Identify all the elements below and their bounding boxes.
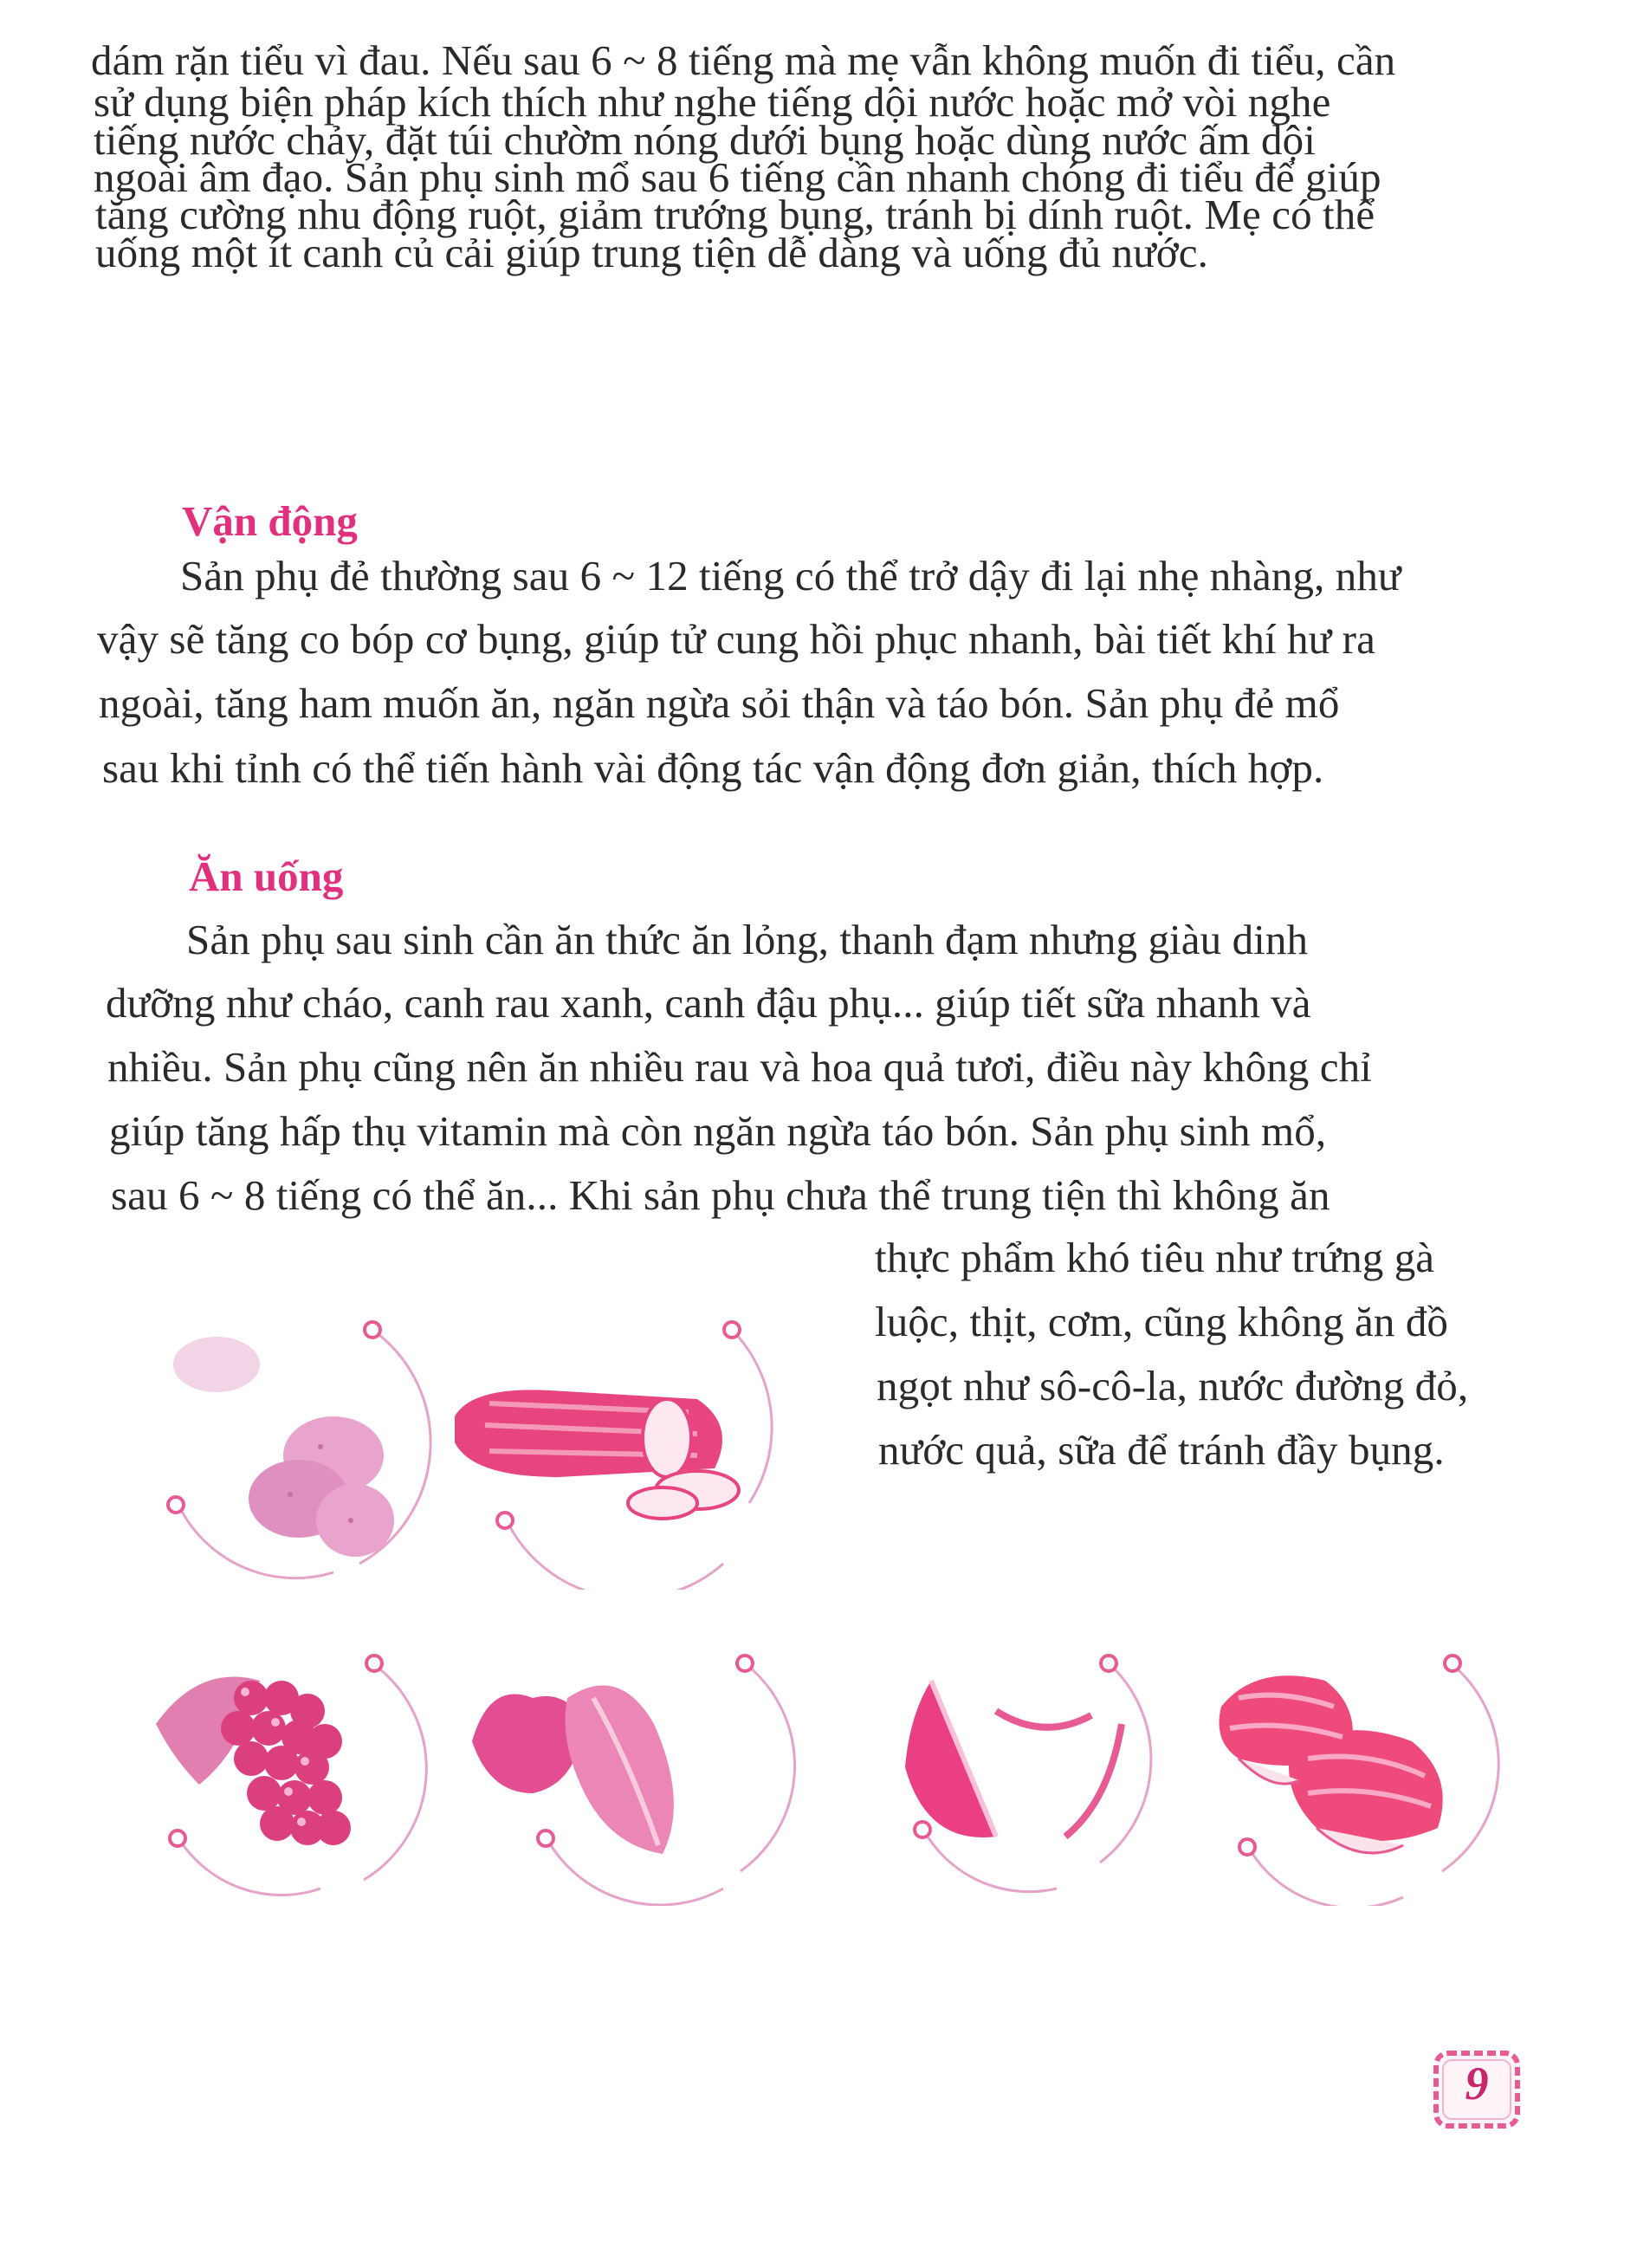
grapes-icon bbox=[147, 1629, 450, 1906]
page-number: 9 bbox=[1465, 2057, 1489, 2109]
paragraph-line: vậy sẽ tăng co bóp cơ bụng, giúp tử cung hồi phục nhanh, bài tiết khí hư ra bbox=[97, 615, 1375, 663]
sushi-icon bbox=[1204, 1629, 1533, 1906]
paragraph-line: nhiều. Sản phụ cũng nên ăn nhiều rau và hoa quả tươi, điều này không chỉ bbox=[107, 1043, 1372, 1091]
side-paragraph-line: thực phẩm khó tiêu như trứng gà bbox=[875, 1234, 1435, 1281]
paragraph-line: sau khi tỉnh có thể tiến hành vài động tác vận động đơn giản, thích hợp. bbox=[102, 744, 1324, 792]
paragraph-line: dưỡng như cháo, canh rau xanh, canh đậu phụ... giúp tiết sữa nhanh và bbox=[106, 979, 1311, 1027]
side-paragraph-line: ngọt như sô-cô-la, nước đường đỏ, bbox=[877, 1362, 1469, 1409]
paragraph-line: uống một ít canh củ cải giúp trung tiện dễ dàng và uống đủ nước. bbox=[95, 229, 1208, 276]
paragraph-line: sử dụng biện pháp kích thích như nghe tiếng dội nước hoặc mở vòi nghe bbox=[94, 78, 1331, 126]
potatoes-icon bbox=[152, 1304, 455, 1590]
cabbage-icon bbox=[463, 1629, 810, 1906]
side-paragraph-line: luộc, thịt, cơm, cũng không ăn đồ bbox=[875, 1298, 1449, 1345]
paragraph-line: sau 6 ~ 8 tiếng có thể ăn... Khi sản phụ chưa thể trung tiện thì không ăn bbox=[111, 1171, 1330, 1219]
section-heading-an-uong: Ăn uống bbox=[189, 852, 344, 900]
side-paragraph-line: nước quả, sữa để tránh đầy bụng. bbox=[878, 1426, 1445, 1474]
paragraph-line: ngoài âm đạo. Sản phụ sinh mổ sau 6 tiếng cần nhanh chóng đi tiểu để giúp bbox=[94, 153, 1381, 201]
paragraph-line: dám rặn tiểu vì đau. Nếu sau 6 ~ 8 tiếng mà mẹ vẫn không muốn đi tiểu, cần bbox=[91, 36, 1396, 84]
watermelon-icon bbox=[892, 1629, 1187, 1906]
paragraph-line: ngoài, tăng ham muốn ăn, ngăn ngừa sỏi thận và táo bón. Sản phụ đẻ mổ bbox=[99, 679, 1340, 727]
page-number-badge bbox=[1429, 2046, 1524, 2133]
cucumber-icon bbox=[437, 1304, 810, 1590]
paragraph-line: tiếng nước chảy, đặt túi chườm nóng dưới bụng hoặc dùng nước ấm dội bbox=[94, 116, 1316, 164]
paragraph-line: tăng cường nhu động ruột, giảm trướng bụng, tránh bị dính ruột. Mẹ có thể bbox=[95, 191, 1375, 238]
section-heading-van-dong: Vận động bbox=[182, 497, 358, 545]
paragraph-line: Sản phụ đẻ thường sau 6 ~ 12 tiếng có thể trở dậy đi lại nhẹ nhàng, như bbox=[180, 552, 1401, 599]
paragraph-line: Sản phụ sau sinh cần ăn thức ăn lỏng, thanh đạm nhưng giàu dinh bbox=[186, 916, 1309, 963]
paragraph-line: giúp tăng hấp thụ vitamin mà còn ngăn ngừa táo bón. Sản phụ sinh mổ, bbox=[109, 1107, 1327, 1155]
